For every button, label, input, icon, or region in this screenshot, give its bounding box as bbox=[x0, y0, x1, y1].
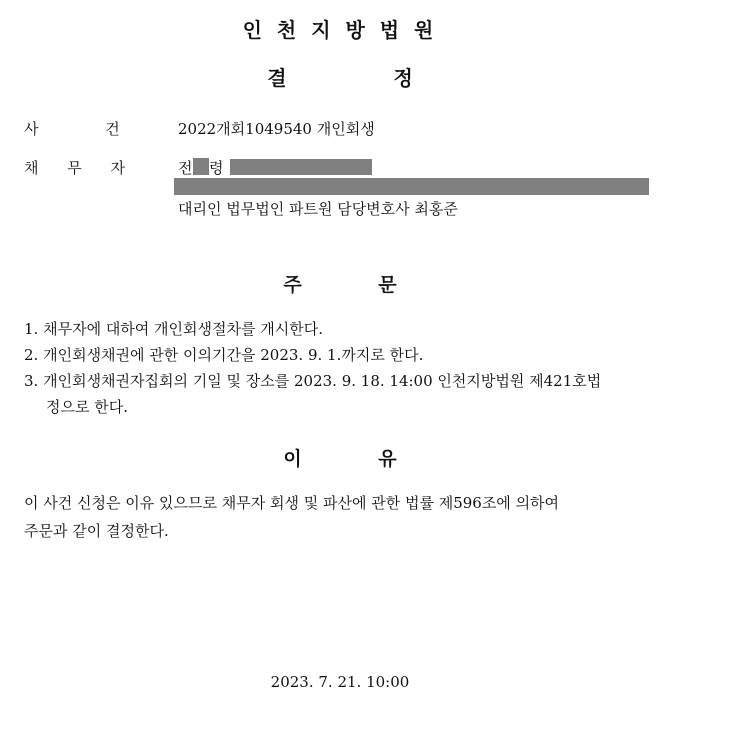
reason-line-2: 주문과 같이 결정한다. bbox=[24, 522, 169, 540]
item-number: 1. bbox=[24, 320, 39, 338]
debtor-label: 채 무 자 bbox=[24, 159, 126, 177]
item-text: 채무자에 대하여 개인회생절차를 개시한다. bbox=[43, 320, 323, 338]
redaction-block bbox=[230, 159, 372, 175]
debtor-name-end: 령 bbox=[209, 159, 224, 177]
document-title: 결 정 bbox=[267, 66, 413, 90]
item-text: 개인회생채권자집회의 기일 및 장소를 2023. 9. 18. 14:00 인천지방법원 제421호법 bbox=[43, 372, 602, 390]
order-heading: 주 문 bbox=[283, 274, 397, 296]
order-item-1 bbox=[24, 318, 323, 339]
court-name: 인 천 지 방 법 원 bbox=[242, 18, 438, 42]
order-item-3-continuation: 정으로 한다. bbox=[46, 398, 128, 416]
agent-line: 대리인 법무법인 파트원 담당변호사 최홍준 bbox=[178, 200, 458, 218]
debtor-name-start: 전 bbox=[178, 159, 193, 177]
reason-heading: 이 유 bbox=[283, 448, 397, 470]
reason-line-1: 이 사건 신청은 이유 있으므로 채무자 회생 및 파산에 관한 법률 제596조에 의하여 bbox=[24, 494, 560, 512]
decision-date: 2023. 7. 21. 10:00 bbox=[270, 673, 410, 691]
redaction-block bbox=[174, 178, 649, 195]
item-number: 2. bbox=[24, 346, 39, 364]
order-item-2 bbox=[24, 344, 423, 365]
item-number: 3. bbox=[24, 372, 39, 390]
redaction-block bbox=[193, 158, 209, 175]
case-label: 사 건 bbox=[24, 120, 120, 138]
case-number: 2022개회1049540 개인회생 bbox=[178, 120, 375, 138]
item-text: 개인회생채권에 관한 이의기간을 2023. 9. 1.까지로 한다. bbox=[43, 346, 424, 364]
order-item-3 bbox=[24, 370, 601, 391]
